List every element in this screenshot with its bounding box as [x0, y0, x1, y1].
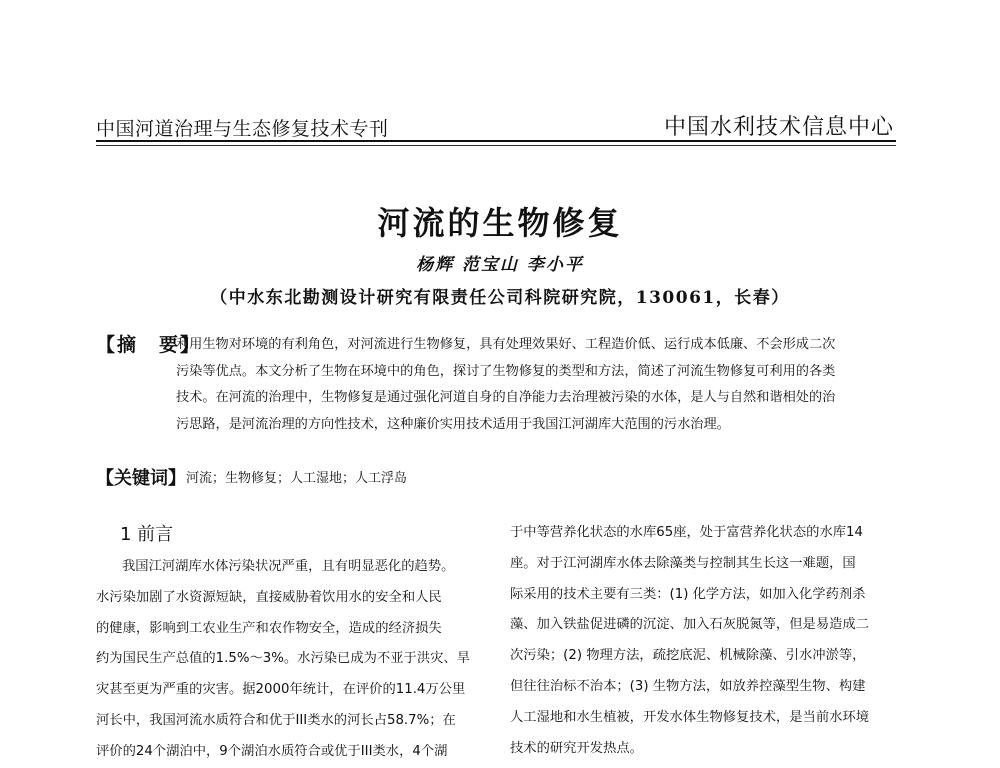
journal-name: 中国河道治理与生态修复技术专刊 — [96, 118, 389, 140]
body-line: 际采用的技术主要有三类：(1) 化学方法，如加入化学药剂杀 — [510, 586, 866, 602]
body-line: 的健康，影响到工农业生产和农作物安全，造成的经济损失 — [96, 620, 442, 636]
keywords-list: 河流；生物修复；人工湿地；人工浮岛 — [186, 471, 408, 486]
abstract-line: 技术。在河流的治理中，生物修复是通过强化河道自身的自净能力去治理被污染的水体，是人与自然和谐相处的治 — [176, 390, 836, 406]
abstract-line: 污思路，是河流治理的方向性技术，这种廉价实用技术适用于我国江河湖库大范围的污水治理。 — [176, 416, 730, 432]
keywords-label: 【关键词】 — [96, 468, 186, 489]
body-line: 次污染；(2) 物理方法，疏挖底泥、机械除藻、引水冲淤等， — [510, 648, 866, 664]
body-line: 座。对于江河湖库水体去除藻类与控制其生长这一难题，国 — [510, 555, 856, 571]
body-line: 水污染加剧了水资源短缺，直接威胁着饮用水的安全和人民 — [96, 589, 442, 605]
body-column-right — [510, 518, 896, 764]
publisher-name: 中国水利技术信息中心 — [663, 115, 894, 140]
body-line: 约为国民生产总值的1.5%～3%。水污染已成为不亚于洪灾、旱 — [96, 651, 470, 667]
body-column-left — [96, 518, 482, 768]
body-line: 灾甚至更为严重的灾害。据2000年统计，在评价的11.4万公里 — [96, 682, 466, 698]
article-affiliation: （中水东北勘测设计研究有限责任公司科院研究院，130061，长春） — [210, 288, 790, 308]
body-line: 河长中，我国河流水质符合和优于III类水的河长占58.7%；在 — [96, 712, 456, 728]
section-heading-introduction: 1 前言 — [120, 524, 174, 545]
article-title: 河流的生物修复 — [377, 204, 623, 242]
body-line: 我国江河湖库水体污染状况严重，且有明显恶化的趋势。 — [122, 559, 455, 574]
body-line: 于中等营养化状态的水库65座，处于富营养化状态的水库14 — [510, 525, 863, 540]
header-rule — [96, 140, 896, 142]
abstract-body — [176, 332, 898, 438]
body-line: 评价的24个湖泊中，9个湖泊水质符合或优于III类水，4个湖 — [96, 743, 448, 759]
abstract-line: 污染等优点。本文分析了生物在环境中的角色，探讨了生物修复的类型和方法，简述了河流生物修复可利用的各类 — [176, 363, 836, 379]
header-rule-secondary — [96, 145, 896, 146]
body-line: 技术的研究开发热点。 — [510, 740, 643, 756]
body-line: 人工湿地和水生植被，开发水体生物修复技术，是当前水环境 — [510, 709, 870, 725]
abstract-label: 【摘 要】 — [96, 334, 202, 356]
body-line: 藻、加入铁盐促进磷的沉淀、加入石灰脱氮等，但是易造成二 — [510, 617, 870, 633]
article-authors: 杨辉 范宝山 李小平 — [416, 255, 584, 275]
abstract-line: 利用生物对环境的有利角色，对河流进行生物修复，具有处理效果好、工程造价低、运行成本低廉、不会形成二次 — [176, 337, 836, 352]
body-line: 但往往治标不治本；(3) 生物方法，如放养控藻型生物、构建 — [510, 678, 866, 694]
